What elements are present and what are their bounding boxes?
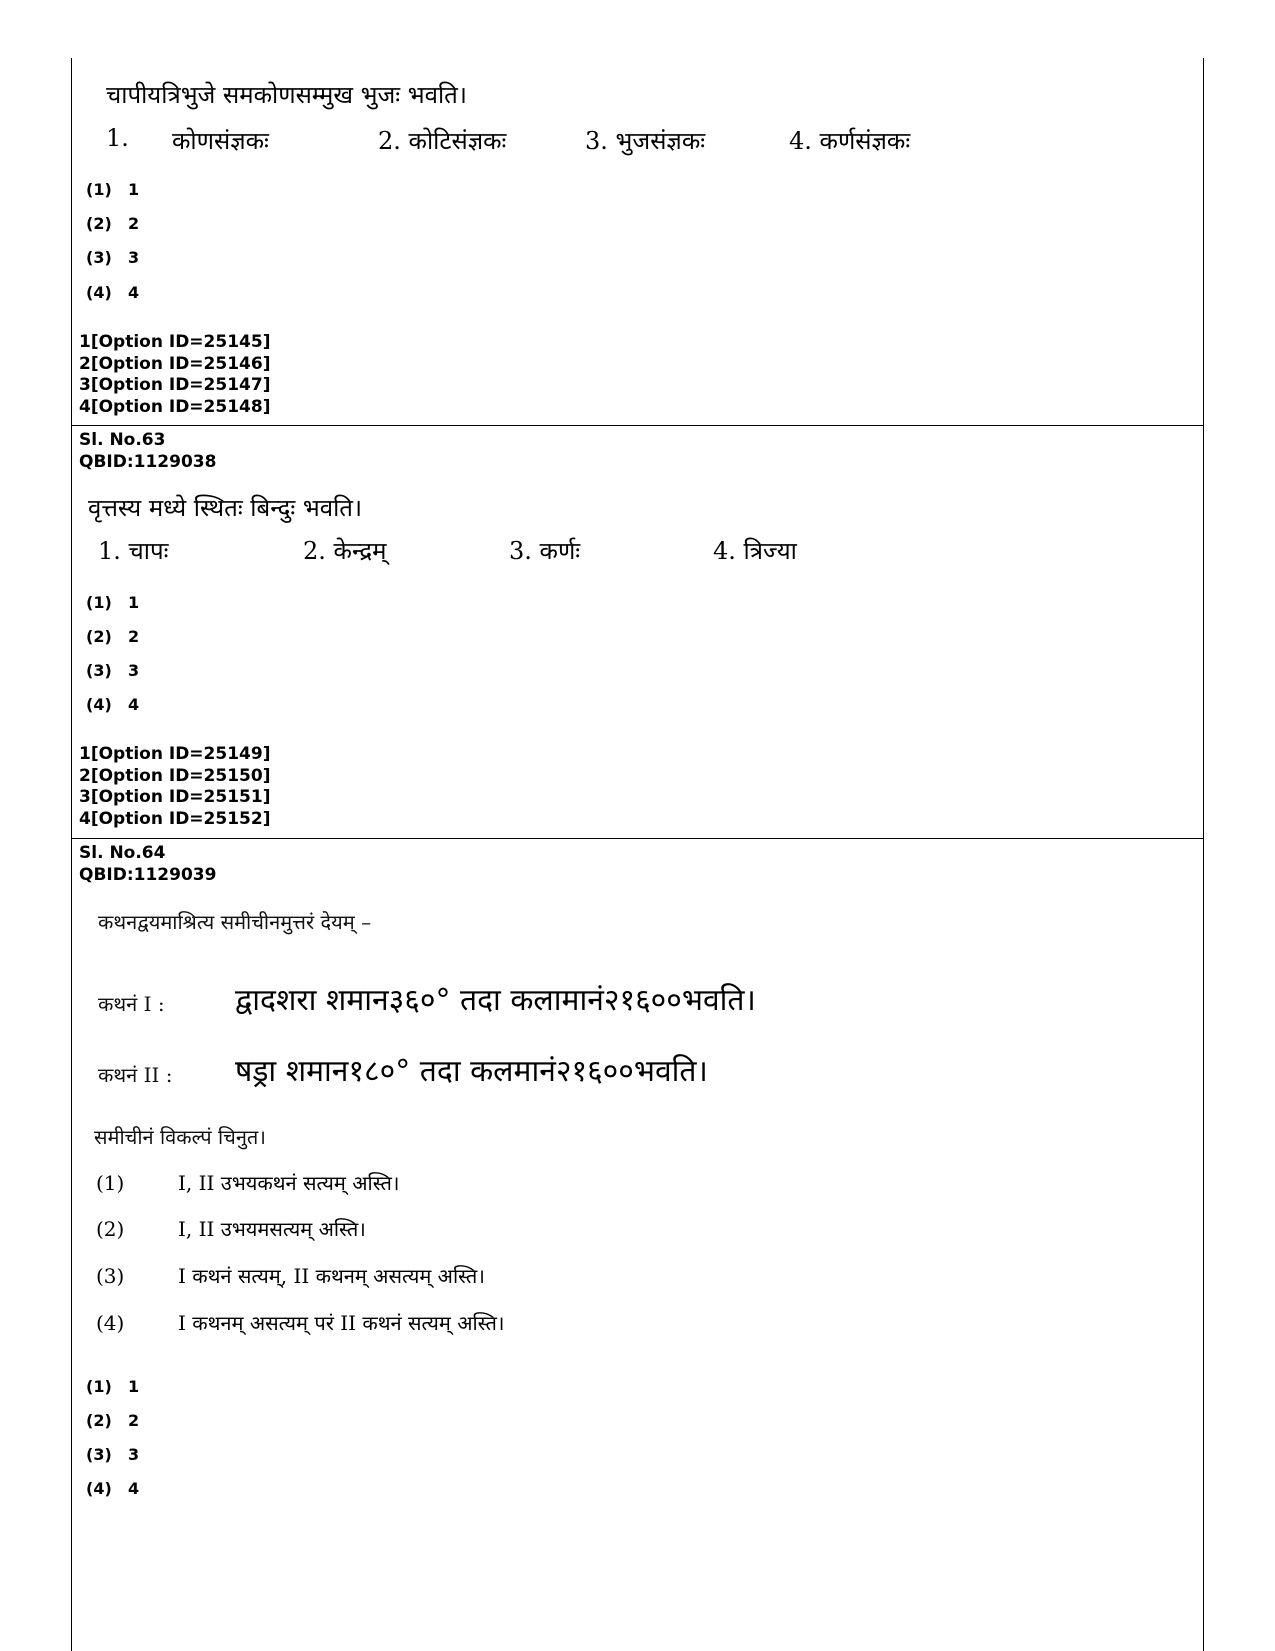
- answer-value: 4: [128, 283, 140, 302]
- answer-number: (1): [86, 1377, 112, 1396]
- answer-number: (1): [86, 180, 112, 199]
- choice-text: I, II उभयकथनं सत्यम् अस्ति।: [178, 1171, 400, 1195]
- option-label: 1.: [106, 124, 129, 152]
- question-divider: [71, 425, 1204, 426]
- answer-option[interactable]: [86, 661, 139, 680]
- answer-option[interactable]: [86, 593, 139, 612]
- left-border: [71, 58, 72, 1651]
- choice-number: (2): [96, 1217, 125, 1241]
- choice-number: (1): [96, 1171, 125, 1195]
- answer-value: 3: [128, 1445, 140, 1464]
- statement-choice: [96, 1262, 485, 1289]
- answer-number: (4): [86, 283, 112, 302]
- answer-option[interactable]: [86, 180, 139, 199]
- option-id: 3[Option ID=25151]: [79, 787, 271, 807]
- answer-number: (2): [86, 627, 112, 646]
- choice-number: (4): [96, 1311, 125, 1335]
- choice-text: I कथनम् असत्यम् परं II कथनं सत्यम् अस्ति।: [178, 1311, 505, 1335]
- qbid: QBID:1129039: [79, 864, 217, 885]
- statement-text: द्वादशरा शमान३६०° तदा कलामानं२१६००भवति।: [235, 983, 756, 1018]
- answer-number: (4): [86, 695, 112, 714]
- answer-option[interactable]: [86, 695, 139, 714]
- answer-value: 1: [128, 593, 140, 612]
- answer-value: 4: [128, 1479, 140, 1498]
- option-id: 2[Option ID=25146]: [79, 353, 271, 374]
- question-intro: कथनद्वयमाश्रित्य समीचीनमुत्तरं देयम् –: [98, 910, 372, 934]
- option-text: 3. भुजसंज्ञकः: [585, 127, 706, 155]
- answer-value: 3: [128, 248, 140, 267]
- answer-option[interactable]: [86, 248, 139, 267]
- answer-number: (2): [86, 1411, 112, 1430]
- instruction-text: समीचीनं विकल्पं चिनुत।: [94, 1125, 266, 1149]
- answer-option[interactable]: [86, 1445, 139, 1464]
- option-text: 1. चापः: [98, 537, 169, 565]
- question-header: [79, 430, 216, 473]
- option-text: 4. त्रिज्या: [713, 537, 797, 565]
- answer-value: 4: [128, 695, 140, 714]
- option-id: 4[Option ID=25152]: [79, 808, 271, 829]
- choice-number: (3): [96, 1264, 125, 1288]
- option-text: 2. केन्द्रम्: [303, 537, 387, 565]
- answer-number: (3): [86, 1445, 112, 1464]
- choice-text: I कथनं सत्यम्, II कथनम् असत्यम् अस्ति।: [178, 1264, 485, 1288]
- answer-value: 2: [128, 627, 140, 646]
- answer-value: 2: [128, 1411, 140, 1430]
- question-divider: [71, 838, 1204, 839]
- option-id: 4[Option ID=25148]: [79, 396, 271, 417]
- statement-choice: [96, 1309, 504, 1336]
- option-id: 1[Option ID=25149]: [79, 744, 271, 764]
- answer-value: 3: [128, 661, 140, 680]
- answer-value: 1: [128, 180, 140, 199]
- option-text: कोणसंज्ञकः: [172, 127, 269, 155]
- answer-number: (3): [86, 661, 112, 680]
- serial-number: Sl. No.64: [79, 843, 166, 863]
- option-id: 2[Option ID=25150]: [79, 765, 271, 786]
- answer-option[interactable]: [86, 283, 139, 302]
- answer-option[interactable]: [86, 214, 139, 233]
- question-options: [0, 534, 1275, 568]
- option-id: 3[Option ID=25147]: [79, 375, 271, 395]
- question-header: [79, 843, 216, 886]
- statement-label: कथनं I :: [98, 992, 165, 1016]
- statement-choice: [96, 1169, 399, 1196]
- choice-text: I, II उभयमसत्यम् अस्ति।: [178, 1217, 366, 1241]
- statement-choice: [96, 1215, 366, 1242]
- question-text: वृत्तस्य मध्ये स्थितः बिन्दुः भवति।: [88, 494, 363, 522]
- answer-option[interactable]: [86, 1479, 139, 1498]
- right-border: [1203, 58, 1204, 1651]
- answer-number: (3): [86, 248, 112, 267]
- option-text: 2. कोटिसंज्ञकः: [378, 127, 507, 155]
- answer-option[interactable]: [86, 627, 139, 646]
- answer-value: 2: [128, 214, 140, 233]
- statement-text: षड्रा शमान१८०° तदा कलमानं२१६००भवति।: [235, 1054, 708, 1089]
- option-text: 3. कर्णः: [509, 537, 581, 565]
- answer-number: (2): [86, 214, 112, 233]
- option-id-list: [79, 744, 270, 830]
- answer-number: (1): [86, 593, 112, 612]
- answer-number: (4): [86, 1479, 112, 1498]
- question-text: चापीयत्रिभुजे समकोणसम्मुख भुजः भवति।: [106, 81, 467, 109]
- option-id: 1[Option ID=25145]: [79, 332, 271, 352]
- option-text: 4. कर्णसंज्ञकः: [789, 127, 911, 155]
- statement-label: कथनं II :: [98, 1063, 173, 1087]
- serial-number: Sl. No.63: [79, 430, 166, 450]
- option-id-list: [79, 332, 270, 418]
- answer-option[interactable]: [86, 1377, 139, 1396]
- answer-option[interactable]: [86, 1411, 139, 1430]
- qbid: QBID:1129038: [79, 451, 217, 472]
- question-options: [0, 124, 1275, 158]
- answer-value: 1: [128, 1377, 140, 1396]
